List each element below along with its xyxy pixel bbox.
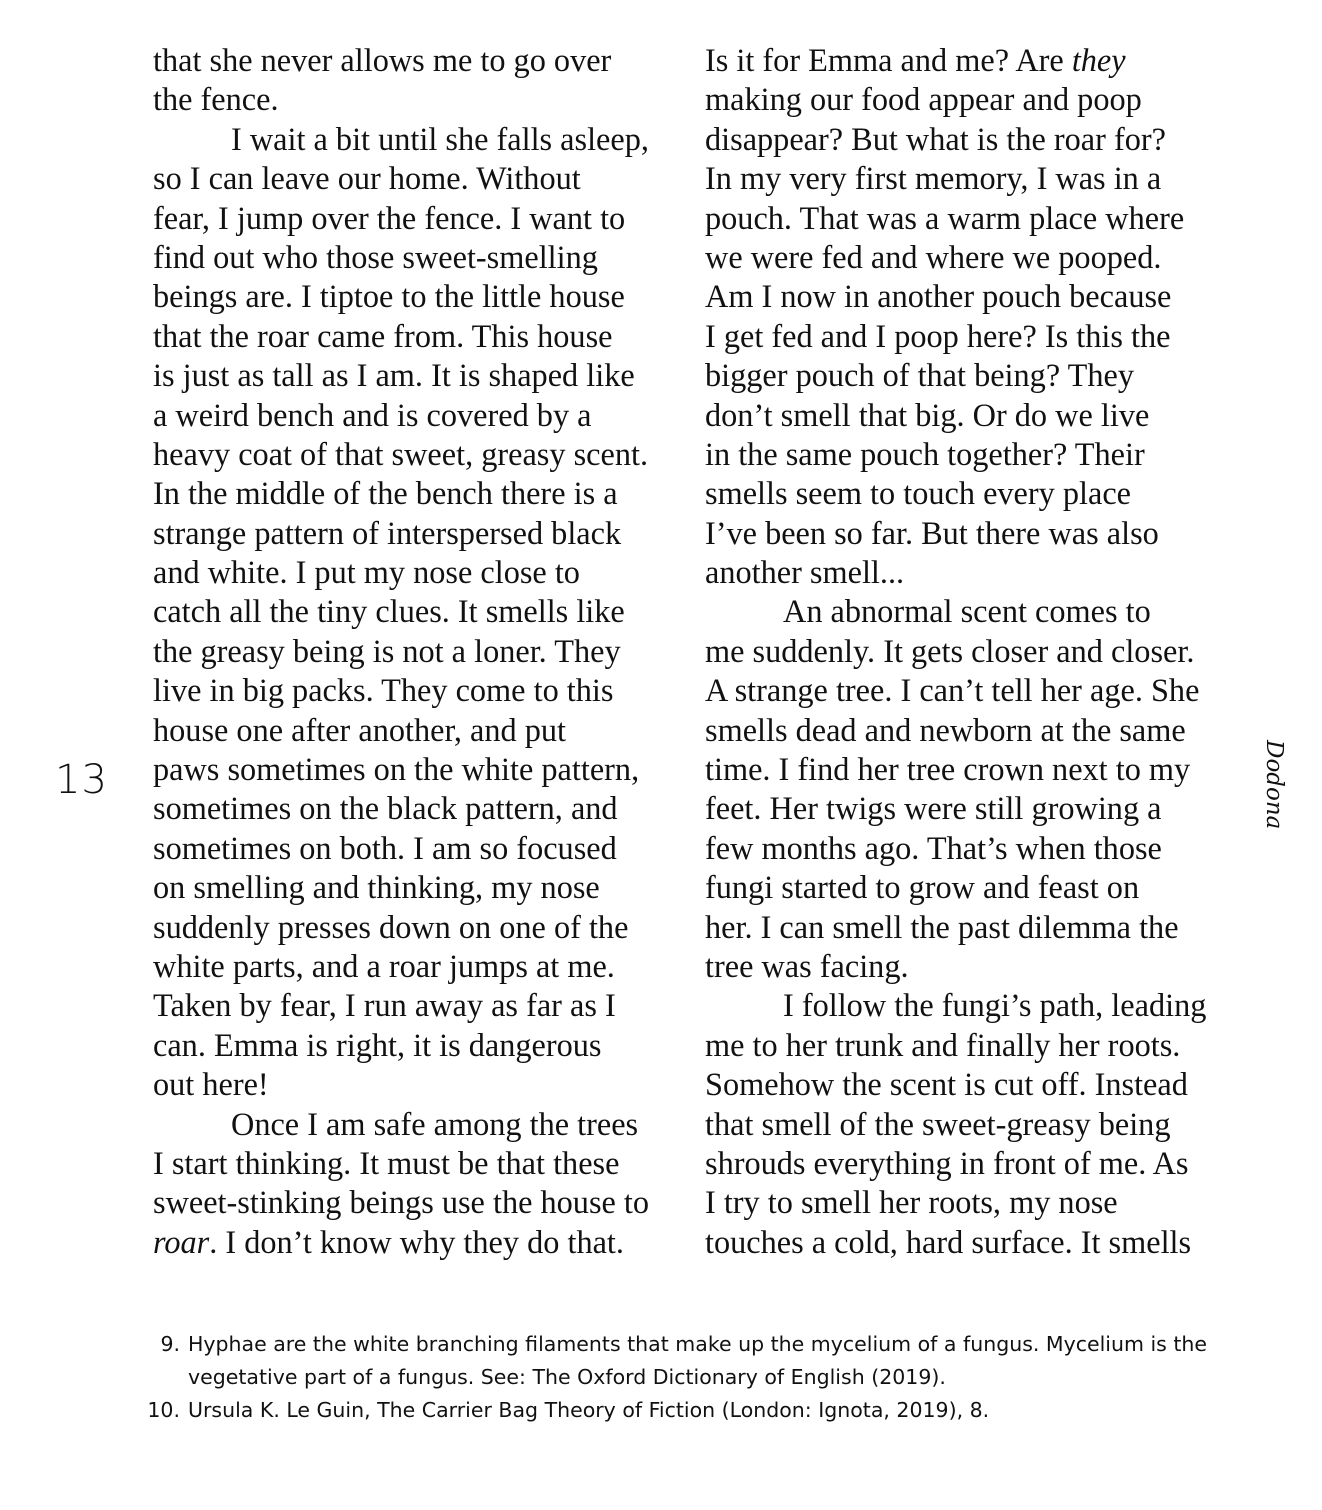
line-start: Is it for Emma and me? Are: [705, 42, 1072, 78]
body-line: Somehow the scent is cut off. Instead: [705, 1066, 1188, 1103]
body-line: bigger pouch of that being? They: [705, 357, 1135, 394]
body-line: catch all the tiny clues. It smells like: [153, 593, 625, 630]
footnote-line: Hyphae are the white branching filaments that make up the mycelium of a fungus. Mycelium is the: [188, 1332, 1208, 1356]
body-line-indented: An abnormal scent comes to: [783, 593, 1151, 630]
running-head: Dodona: [1261, 740, 1287, 830]
body-line: we were fed and where we pooped.: [705, 238, 1162, 275]
body-line: In the middle of the bench there is a: [153, 475, 618, 512]
body-line: shrouds everything in front of me. As: [705, 1144, 1189, 1181]
body-line-indented: I wait a bit until she falls asleep,: [231, 120, 649, 157]
left-column: [153, 41, 673, 1262]
footnote-line: vegetative part of a fungus. See: The Oxford Dictionary of English (2019).: [188, 1365, 946, 1389]
body-line: the greasy being is not a loner. They: [153, 632, 621, 669]
body-line: Am I now in another pouch because: [705, 278, 1172, 315]
body-line-indented: Once I am safe among the trees: [231, 1105, 639, 1142]
footnote-line: Ursula K. Le Guin, The Carrier Bag Theory of Fiction (London: Ignota, 2019), 8.: [188, 1398, 990, 1422]
body-line: on smelling and thinking, my nose: [153, 869, 600, 906]
body-line-indented: I follow the fungi’s path, leading: [783, 987, 1207, 1024]
body-line: smells seem to touch every place: [705, 475, 1131, 512]
body-line: I try to smell her roots, my nose: [705, 1184, 1118, 1221]
body-line: paws sometimes on the white pattern,: [153, 751, 640, 788]
body-line: is just as tall as I am. It is shaped like: [153, 357, 635, 394]
body-line: making our food appear and poop: [705, 81, 1142, 118]
footnote-10: [140, 1394, 1250, 1427]
body-line: don’t smell that big. Or do we live: [705, 396, 1150, 433]
body-line: few months ago. That’s when those: [705, 829, 1162, 866]
body-line: I get fed and I poop here? Is this the: [705, 317, 1171, 354]
body-line: and white. I put my nose close to: [153, 554, 580, 591]
page-number: 13: [55, 757, 108, 803]
body-line: tree was facing.: [705, 947, 909, 984]
body-line: Taken by fear, I run away as far as I: [153, 987, 616, 1024]
italic-word: they: [1071, 42, 1126, 78]
body-line: touches a cold, hard surface. It smells: [705, 1223, 1192, 1260]
body-line: time. I find her tree crown next to my: [705, 751, 1191, 788]
body-line: out here!: [153, 1066, 269, 1103]
footnote-text: [180, 1394, 1250, 1427]
body-line: sometimes on both. I am so focused: [153, 829, 617, 866]
body-line: white parts, and a roar jumps at me.: [153, 947, 615, 984]
body-line: in the same pouch together? Their: [705, 435, 1145, 472]
body-line: smells dead and newborn at the same: [705, 711, 1186, 748]
body-line: another smell...: [705, 554, 905, 591]
body-line: house one after another, and put: [153, 711, 567, 748]
footnote-number: 9.: [160, 1332, 180, 1356]
body-line: sweet-stinking beings use the house to: [153, 1184, 650, 1221]
body-line: heavy coat of that sweet, greasy scent.: [153, 435, 649, 472]
body-line: fungi started to grow and feast on: [705, 869, 1140, 906]
body-line: so I can leave our home. Without: [153, 160, 581, 197]
footnotes: [140, 1328, 1250, 1427]
body-line: me to her trunk and finally her roots.: [705, 1026, 1181, 1063]
body-line: A strange tree. I can’t tell her age. She: [705, 672, 1200, 709]
italic-word: roar: [153, 1223, 210, 1260]
body-line: that smell of the sweet-greasy being: [705, 1105, 1171, 1142]
body-line: find out who those sweet-smelling: [153, 238, 598, 275]
body-line: strange pattern of interspersed black: [153, 514, 622, 551]
body-line: pouch. That was a warm place where: [705, 199, 1185, 236]
body-line: beings are. I tiptoe to the little house: [153, 278, 625, 315]
body-line: disappear? But what is the roar for?: [705, 120, 1166, 157]
body-line: a weird bench and is covered by a: [153, 396, 592, 433]
body-line: feet. Her twigs were still growing a: [705, 790, 1162, 827]
footnote-text: [180, 1328, 1250, 1394]
body-line: her. I can smell the past dilemma the: [705, 908, 1179, 945]
body-line: fear, I jump over the fence. I want to: [153, 199, 626, 236]
body-line: live in big packs. They come to this: [153, 672, 614, 709]
body-line: I’ve been so far. But there was also: [705, 514, 1159, 551]
body-line-mixed: [705, 41, 1225, 80]
body-line: that she never allows me to go over: [153, 42, 612, 78]
line-remainder: . I don’t know why they do that.: [209, 1223, 624, 1260]
body-line: me suddenly. It gets closer and closer.: [705, 632, 1195, 669]
body-line: In my very first memory, I was in a: [705, 160, 1162, 197]
body-line: can. Emma is right, it is dangerous: [153, 1026, 602, 1063]
body-line: I start thinking. It must be that these: [153, 1144, 620, 1181]
body-line: that the roar came from. This house: [153, 317, 613, 354]
body-line: the fence.: [153, 81, 279, 118]
body-line: sometimes on the black pattern, and: [153, 790, 618, 827]
body-line: suddenly presses down on one of the: [153, 908, 629, 945]
body-line-mixed: [153, 1223, 673, 1262]
right-column: [705, 41, 1225, 1262]
footnote-number: 10.: [147, 1398, 180, 1422]
footnote-9: [140, 1328, 1250, 1394]
